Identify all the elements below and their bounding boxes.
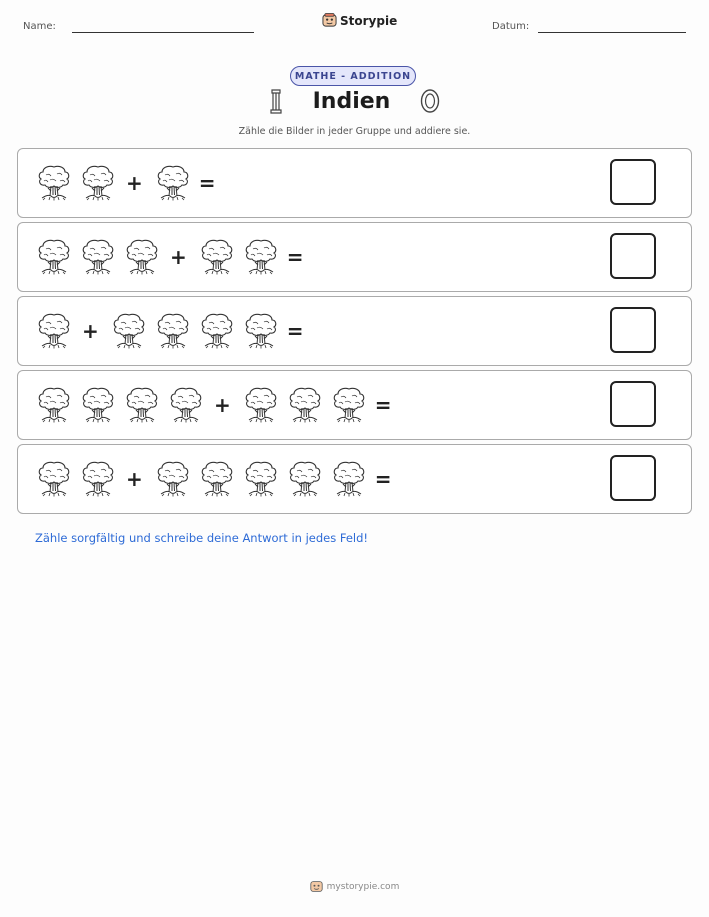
answer-box[interactable] [610,159,656,205]
plus-sign: + [170,245,187,269]
worksheet-header [0,0,709,40]
hint-text: Zähle sorgfältig und schreibe deine Antwort in jedes Feld! [35,531,369,545]
equation [36,297,304,365]
equals-sign: = [286,245,304,269]
problem-row [17,444,692,514]
banyan-tree-icon [36,163,72,203]
answer-box[interactable] [610,233,656,279]
plus-sign: + [82,319,99,343]
problem-row [17,296,692,366]
plus-sign: + [126,467,143,491]
name-label: Name: [23,21,56,32]
banyan-tree-icon [124,385,160,425]
equation [36,149,216,217]
page-title: Indien [312,88,391,114]
banyan-tree-icon [243,237,279,277]
footer [0,880,709,893]
banyan-tree-icon [80,163,116,203]
banyan-tree-icon [199,237,235,277]
plus-sign: + [214,393,231,417]
banyan-tree-icon [80,237,116,277]
footer-url: mystorypie.com [326,881,400,892]
banyan-tree-icon [243,311,279,351]
brand-logo [322,13,397,28]
banyan-tree-icon [36,311,72,351]
banyan-tree-icon [168,385,204,425]
brand-name: Storypie [340,13,398,28]
equals-sign: = [286,319,304,343]
banyan-tree-icon [331,385,367,425]
equals-sign: = [198,171,216,195]
banyan-tree-icon [331,459,367,499]
equation [36,371,392,439]
plus-sign: + [126,171,143,195]
banyan-tree-icon [111,311,147,351]
problem-row [17,370,692,440]
pillar-icon [269,88,283,114]
banyan-tree-icon [287,385,323,425]
instructions: Zähle die Bilder in jeder Gruppe und addiere sie. [238,126,471,137]
storypie-mascot-icon [310,880,323,893]
answer-box[interactable] [610,455,656,501]
banyan-tree-icon [243,385,279,425]
date-field[interactable] [538,32,686,33]
problem-row [17,222,692,292]
banyan-tree-icon [155,311,191,351]
answer-box[interactable] [610,307,656,353]
banyan-tree-icon [36,459,72,499]
banyan-tree-icon [155,163,191,203]
answer-box[interactable] [610,381,656,427]
banyan-tree-icon [287,459,323,499]
banyan-tree-icon [243,459,279,499]
equation [36,445,392,513]
banyan-tree-icon [80,459,116,499]
banyan-tree-icon [80,385,116,425]
ring-icon [420,88,440,114]
subject-badge: MATHE - ADDITION [290,66,416,86]
banyan-tree-icon [36,237,72,277]
equation [36,223,304,291]
name-field[interactable] [72,32,254,33]
banyan-tree-icon [36,385,72,425]
storypie-mascot-icon [322,13,337,28]
banyan-tree-icon [199,459,235,499]
banyan-tree-icon [124,237,160,277]
equals-sign: = [374,467,392,491]
banyan-tree-icon [155,459,191,499]
banyan-tree-icon [199,311,235,351]
date-label: Datum: [492,21,530,32]
equals-sign: = [374,393,392,417]
problem-row [17,148,692,218]
title-row [0,88,709,114]
